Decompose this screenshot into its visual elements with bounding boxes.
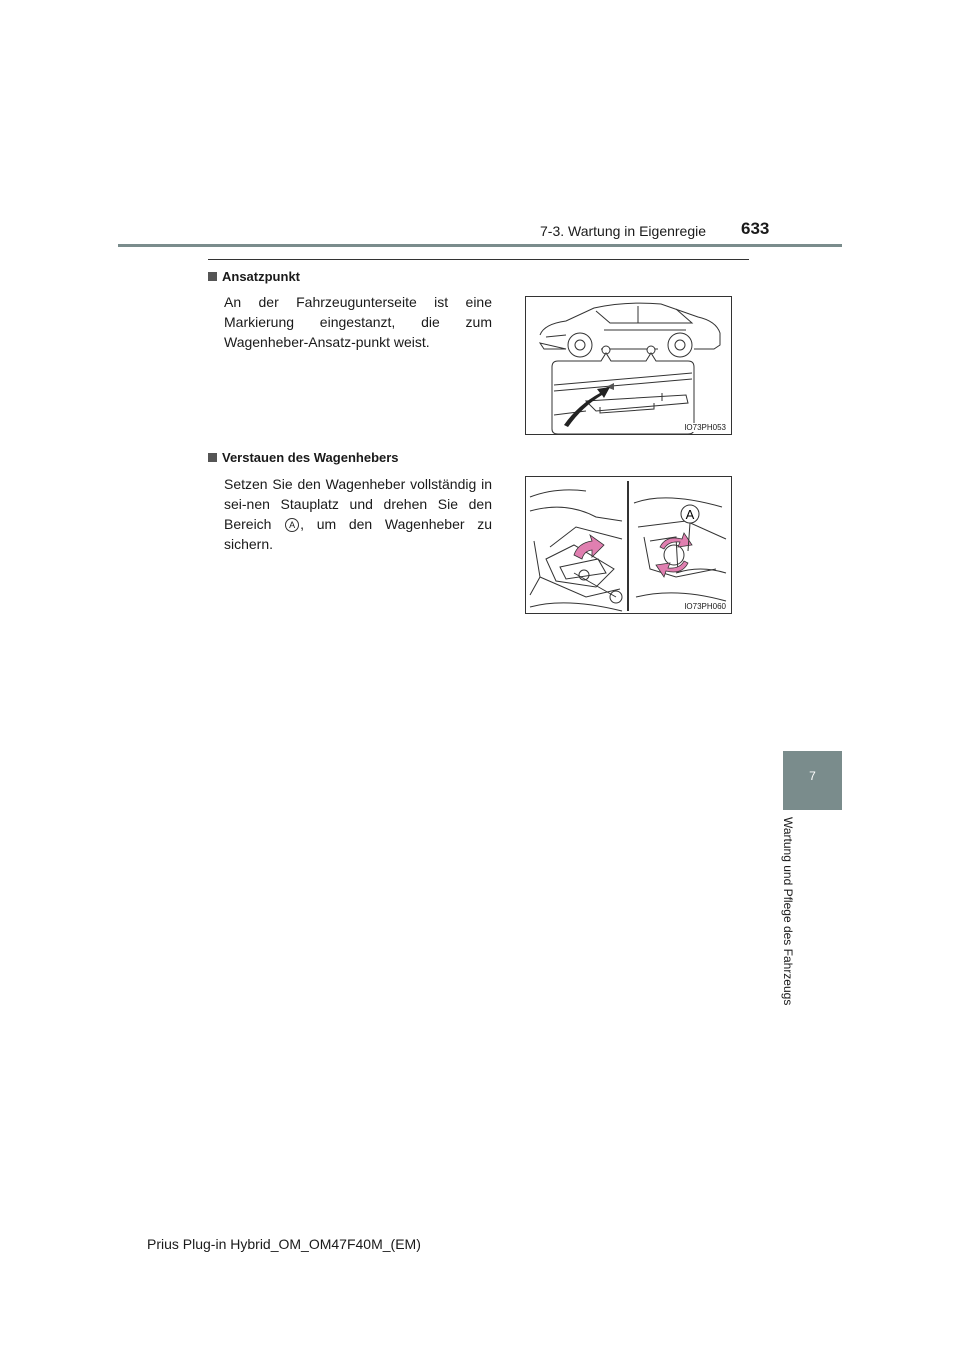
section-heading-text: Ansatzpunkt — [222, 269, 300, 284]
chapter-tab — [783, 751, 842, 810]
figure-code: IO73PH053 — [684, 423, 726, 432]
figure-callout-a: A — [685, 507, 695, 522]
square-bullet-icon — [208, 453, 217, 462]
square-bullet-icon — [208, 272, 217, 281]
chapter-number: 7 — [809, 769, 816, 783]
figure-jack-point — [525, 296, 732, 435]
chapter-title: Wartung und Pflege des Fahrzeugs — [781, 817, 795, 1006]
callout-a-marker: A — [285, 518, 299, 532]
section-heading-verstauen — [208, 450, 399, 465]
figure-jack-stowage — [525, 476, 732, 614]
section-text-after: , um den Wagenheber zu sichern. — [224, 516, 493, 552]
section-heading-text: Verstauen des Wagenhebers — [222, 450, 399, 465]
section-heading-ansatzpunkt — [208, 269, 300, 284]
footer-document-id: Prius Plug-in Hybrid_OM_OM47F40M_(EM) — [147, 1236, 421, 1252]
section-text-before: Setzen Sie den Wagenheber vollständig in sei-nen Stauplatz und drehen Sie den Bereich — [224, 476, 492, 532]
section-text-ansatzpunkt: An der Fahrzeugunterseite ist eine Markierung eingestanzt, die zum Wagenheber-Ansatz-punkt weist. — [224, 294, 492, 350]
section-text-verstauen — [224, 474, 492, 554]
header-rule — [118, 244, 842, 247]
page-number: 633 — [741, 219, 770, 238]
figure-code: IO73PH060 — [684, 602, 726, 611]
section-rule — [208, 259, 749, 260]
header-section-title: 7-3. Wartung in Eigenregie — [540, 223, 707, 239]
